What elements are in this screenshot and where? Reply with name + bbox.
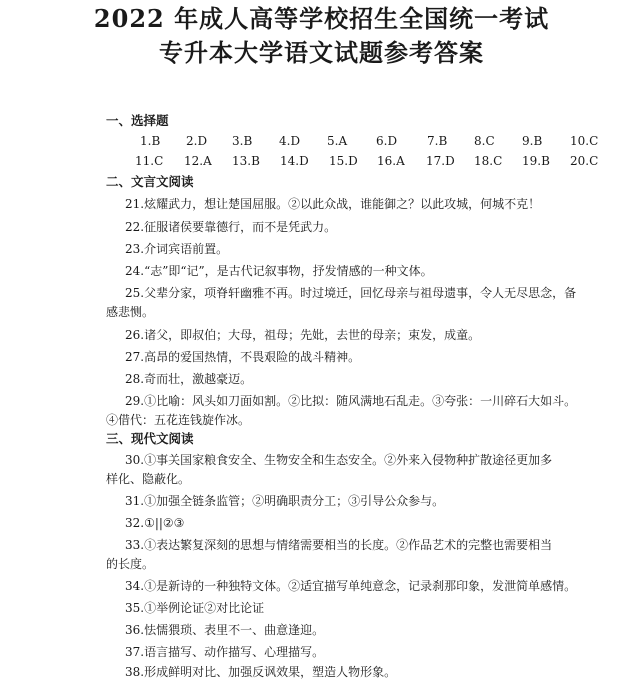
document-title-line2: 专升本大学语文试题参考答案	[159, 38, 484, 67]
choice-answer: 7.B	[427, 134, 448, 148]
answer-33: 33.①表达繁复深刻的思想与情绪需要相当的长度。②作品艺术的完整也需要相当	[125, 538, 553, 552]
answer-28: 28.奇而壮，激越豪迈。	[125, 372, 253, 386]
answer-34: 34.①是新诗的一种独特文体。②适宜描写单纯意念，记录刹那印象，发泄简单感情。	[125, 579, 577, 593]
answer-29: 29.①比喻：风头如刀面如割。②比拟：随风满地石乱走。③夸张：一川碎石大如斗。	[125, 394, 577, 408]
choice-answer: 10.C	[570, 134, 599, 148]
answer-32: 32.①||②③	[125, 516, 185, 530]
answer-21: 21.炫耀武力，想让楚国屈服。②以此众战，谁能御之？以此攻城，何城不克！	[125, 197, 541, 211]
answer-30-continued: 样化、隐蔽化。	[106, 472, 191, 486]
choice-answer: 16.A	[377, 154, 405, 168]
answer-36: 36.怯懦猥琐、表里不一、曲意逢迎。	[125, 623, 325, 637]
choice-answer: 11.C	[135, 154, 164, 168]
document-title-line1: 2022 年成人高等学校招生全国统一考试	[93, 4, 550, 33]
choice-answer: 20.C	[570, 154, 599, 168]
answer-26: 26.诸父，即叔伯；大母，祖母；先妣，去世的母亲；束发，成童。	[125, 328, 481, 342]
section-heading-choice: 一、选择题	[106, 113, 169, 128]
answer-35: 35.①举例论证②对比论证	[125, 601, 265, 615]
answer-37: 37.语言描写、动作描写、心理描写。	[125, 645, 325, 659]
answer-22: 22.征服诸侯要靠德行，而不是凭武力。	[125, 220, 337, 234]
choice-answer: 12.A	[184, 154, 212, 168]
choice-answer: 3.B	[232, 134, 253, 148]
answer-33-continued: 的长度。	[106, 557, 155, 571]
answer-25: 25.父辈分家，项脊轩幽雅不再。时过境迁，回忆母亲与祖母遗事，令人无尽思念，备	[125, 286, 577, 300]
choice-answer: 6.D	[376, 134, 398, 148]
choice-answer: 8.C	[474, 134, 495, 148]
section-heading-classical: 二、文言文阅读	[106, 174, 194, 189]
answer-31: 31.①加强全链条监管；②明确职责分工；③引导公众参与。	[125, 494, 445, 508]
choice-answer: 4.D	[279, 134, 301, 148]
choice-answer: 19.B	[522, 154, 550, 168]
answer-24: 24.“志”即“记”，是古代记叙事物，抒发情感的一种文体。	[125, 264, 433, 278]
answer-38: 38.形成鲜明对比、加强反讽效果，塑造人物形象。	[125, 665, 397, 679]
answer-23: 23.介词宾语前置。	[125, 242, 229, 256]
answer-30: 30.①事关国家粮食安全、生物安全和生态安全。②外来入侵物种扩散途径更加多	[125, 453, 553, 467]
answer-25-continued: 感悲恻。	[106, 305, 155, 319]
choice-answer: 5.A	[327, 134, 348, 148]
section-heading-modern: 三、现代文阅读	[106, 431, 194, 446]
choice-answer: 17.D	[426, 154, 455, 168]
choice-answer: 15.D	[329, 154, 358, 168]
choice-answer: 2.D	[186, 134, 208, 148]
choice-answer: 13.B	[232, 154, 260, 168]
choice-answer: 9.B	[522, 134, 543, 148]
choice-answer: 1.B	[140, 134, 161, 148]
answer-29-continued: ④借代：五花连钱旋作冰。	[106, 413, 251, 427]
choice-answer: 18.C	[474, 154, 503, 168]
answer-27: 27.高昂的爱国热情，不畏艰险的战斗精神。	[125, 350, 361, 364]
choice-answer: 14.D	[280, 154, 309, 168]
